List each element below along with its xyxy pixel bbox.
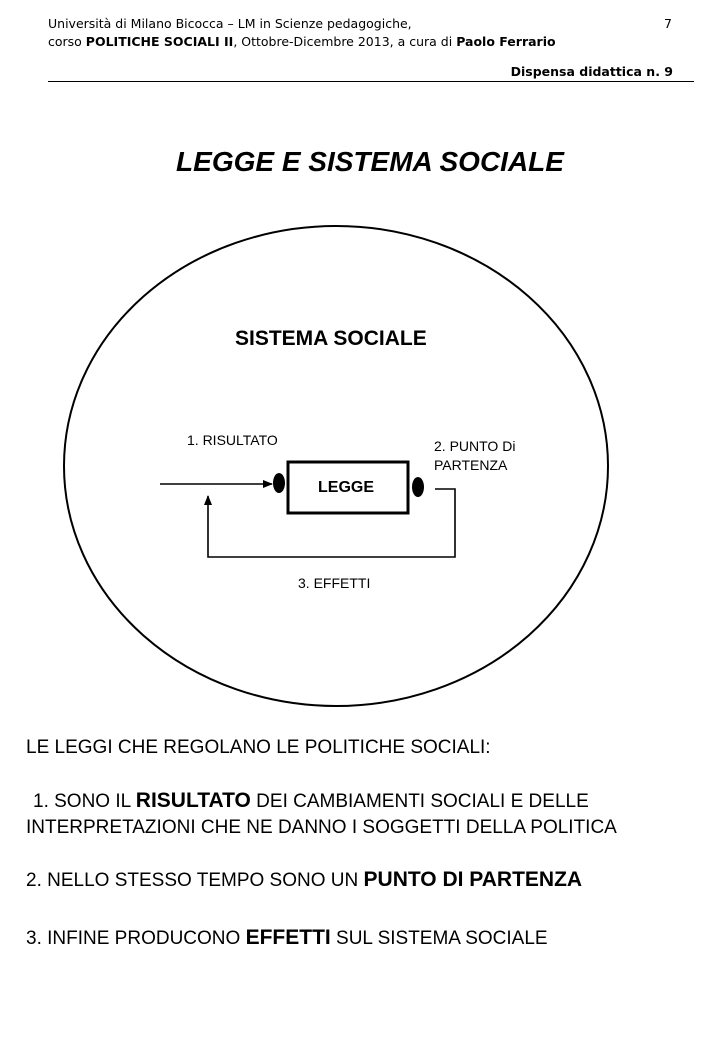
item2-prefix: 2. NELLO STESSO TEMPO SONO UN [26, 870, 364, 891]
page-number: 7 [664, 16, 672, 31]
text-heading: LE LEGGI CHE REGOLANO LE POLITICHE SOCIALI: [26, 737, 491, 758]
page-title: LEGGE E SISTEMA SOCIALE [176, 146, 564, 177]
item1-keyword: RISULTATO [135, 789, 251, 812]
header-course-prefix: corso [48, 34, 86, 49]
dispensa-label: Dispensa didattica n. 9 [510, 64, 673, 79]
header-author: Paolo Ferrario [456, 34, 556, 49]
item1-prefix: 1. SONO IL [33, 791, 136, 812]
item2-keyword: PUNTO DI PARTENZA [363, 868, 583, 891]
header-course-name: POLITICHE SOCIALI II [85, 34, 234, 49]
header-course-date: , Ottobre-Dicembre 2013, a cura di [233, 34, 457, 49]
header-institution: Università di Milano Bicocca – LM in Scienze pedagogiche, [48, 16, 412, 31]
item3-suffix: SUL SISTEMA SOCIALE [330, 928, 548, 949]
legge-box-label: LEGGE [318, 479, 375, 496]
text-item-3 [26, 925, 548, 951]
text-item-1-line2: INTERPRETAZIONI CHE NE DANNO I SOGGETTI DELLA POLITICA [26, 817, 617, 838]
label-risultato: 1. RISULTATO [187, 432, 278, 448]
text-item-2 [26, 867, 582, 893]
text-item-1 [33, 788, 589, 814]
label-effetti: 3. EFFETTI [298, 575, 371, 591]
item3-prefix: 3. INFINE PRODUCONO [26, 928, 246, 949]
input-node [273, 473, 285, 493]
item3-keyword: EFFETTI [245, 926, 331, 949]
output-node [412, 477, 424, 497]
system-label: SISTEMA SOCIALE [235, 327, 427, 350]
label-punto-di-partenza: 2. PUNTO Di PARTENZA [434, 438, 516, 473]
item1-suffix: DEI CAMBIAMENTI SOCIALI E DELLE [250, 791, 589, 812]
